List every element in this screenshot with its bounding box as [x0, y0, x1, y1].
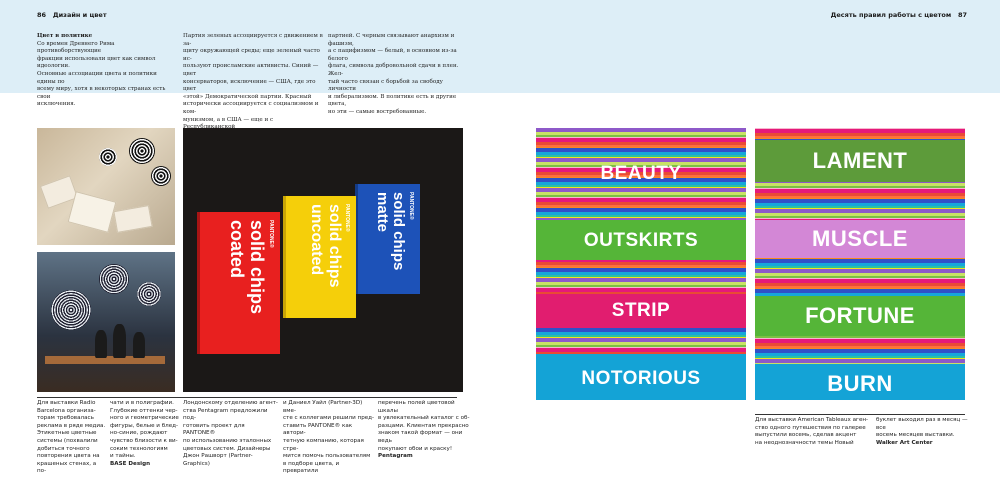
- caption-credit-pentagram: Pentagram: [378, 453, 413, 460]
- poster-thin-stripe: [536, 137, 746, 138]
- poster-thin-stripe: [536, 135, 746, 137]
- poster-thin-stripe: [536, 348, 746, 352]
- poster-thin-stripe: [755, 356, 965, 358]
- photo-exhibition: [37, 252, 175, 392]
- left-running-title: Дизайн и цвет: [52, 11, 107, 19]
- poster-thin-stripe: [536, 278, 746, 282]
- poster-thin-stripe: [536, 147, 746, 148]
- poster-thin-stripe: [755, 339, 965, 343]
- poster-thin-stripe: [536, 268, 746, 272]
- spiral-disc: [129, 138, 155, 164]
- poster-thin-stripe: [536, 345, 746, 347]
- book-title-line1: solid chips: [390, 192, 407, 271]
- poster-thin-stripe: [536, 288, 746, 292]
- poster-word-beauty: BEAUTY: [600, 163, 682, 184]
- poster-thin-stripe: [755, 358, 965, 359]
- sidebar-column-3: партией. С черным связывают анархизм и фашизм, а с пацифизмом — белый, в основном из-за белого флага, символа добровольной сдачи в плен. Жел- тый часто связан с борьбой за свободу личности и либерализмом. В политике есть и другие цвета, но эти — самые востребованные.: [328, 33, 459, 115]
- sidebar-column-2: Партия зеленых ассоциируется с движением в за- щиту окружающей среды; еще зеленый часто ис- пользуют происламские активисты. Синий — цвет консерваторов, исключение — США, где это цвет «этой» Демократической партии. Красный исторически ассоциируется с социализмом и ком- мунизмом, а в США — еще и с: [183, 33, 323, 123]
- person: [113, 324, 126, 358]
- poster-thin-stripe: [755, 218, 965, 219]
- book-brand: PANTONE®: [408, 192, 414, 220]
- spiral-disc: [151, 166, 171, 186]
- poster-thin-stripe: [536, 282, 746, 285]
- poster-thin-stripe: [536, 265, 746, 267]
- poster-word-strip: STRIP: [611, 300, 671, 321]
- poster-thin-stripe: [755, 266, 965, 268]
- poster-thin-stripe: [536, 285, 746, 287]
- poster-thin-stripe: [536, 342, 746, 345]
- caption-credit-walker: Walker Art Center: [876, 439, 933, 446]
- poster-thin-stripe: [536, 262, 746, 265]
- poster-thin-stripe: [536, 155, 746, 157]
- poster-thin-stripe: [536, 198, 746, 202]
- caption-pentagram-3: [378, 400, 470, 461]
- poster-thin-stripe: [755, 278, 965, 279]
- poster-thin-stripe: [755, 258, 965, 259]
- wall-circle: [51, 290, 91, 330]
- poster-thin-stripe: [755, 129, 965, 133]
- poster-thin-stripe: [536, 158, 746, 162]
- poster-thin-stripe: [755, 269, 965, 273]
- poster-thin-stripe: [755, 206, 965, 208]
- poster-thin-stripe: [536, 207, 746, 208]
- poster-thin-stripe: [755, 213, 965, 216]
- caption-text: чати и в полиграфии. Глубокие оттенки чер- ного и геометрические фигуры, белые и блед- но-синие, рождают чувство близости к ви- соким технологиям и тайны.: [110, 400, 179, 460]
- pantone-book-matte: [358, 184, 420, 294]
- poster-thin-stripe: [755, 209, 965, 213]
- sidebar-column-1: [37, 33, 177, 109]
- poster-thin-stripe: [755, 346, 965, 348]
- poster-thin-stripe: [755, 263, 965, 266]
- poster-thin-stripe: [755, 203, 965, 206]
- poster-thin-stripe: [536, 338, 746, 342]
- poster-thin-stripe: [536, 277, 746, 278]
- poster-thin-stripe: [755, 353, 965, 356]
- poster-thin-stripe: [755, 208, 965, 209]
- book-brand: PANTONE®: [268, 220, 274, 248]
- book-title-line2: uncoated: [308, 204, 325, 276]
- poster-left: [536, 128, 746, 400]
- poster-thin-stripe: [755, 348, 965, 349]
- poster-word-notorious: NOTORIOUS: [581, 368, 701, 389]
- caption-credit-base: BASE Design: [110, 460, 151, 467]
- person: [133, 332, 145, 358]
- poster-thin-stripe: [755, 136, 965, 138]
- poster-thin-stripe: [755, 289, 965, 293]
- poster-thin-stripe: [536, 187, 746, 188]
- poster-thin-stripe: [755, 286, 965, 288]
- caption-american-tableaux-cont: [876, 417, 971, 447]
- poster-thin-stripe: [536, 188, 746, 192]
- pantone-book-uncoated: [286, 196, 356, 318]
- poster-thin-stripe: [536, 335, 746, 337]
- left-page-header: [37, 11, 107, 19]
- poster-thin-stripe: [536, 267, 746, 268]
- poster-thin-stripe: [536, 217, 746, 218]
- poster-thin-stripe: [536, 195, 746, 197]
- pantone-book-coated: [200, 212, 280, 354]
- poster-thin-stripe: [536, 332, 746, 335]
- poster-word-fortune: FORTUNE: [805, 303, 915, 328]
- poster-thin-stripe: [755, 198, 965, 199]
- poster-word-muscle: MUSCLE: [812, 226, 908, 251]
- sample-box: [113, 205, 152, 233]
- left-page-number: 86: [37, 11, 47, 19]
- caption-text: буклет выходил раз в месяц — все восемь месяцев выставки.: [876, 417, 968, 439]
- poster-thin-stripe: [536, 215, 746, 217]
- caption-rule-left: [37, 397, 457, 398]
- poster-thin-stripe: [536, 272, 746, 275]
- caption-radio-barcelona-cont: [110, 400, 180, 468]
- wall-circle: [137, 282, 161, 306]
- sample-box: [68, 191, 117, 233]
- poster-thin-stripe: [755, 133, 965, 136]
- poster-thin-stripe: [755, 186, 965, 188]
- poster-thin-stripe: [755, 349, 965, 353]
- person: [95, 330, 107, 358]
- poster-thin-stripe: [536, 132, 746, 135]
- poster-thin-stripe: [536, 347, 746, 348]
- poster-thin-stripe: [755, 279, 965, 283]
- poster-thin-stripe: [755, 268, 965, 269]
- poster-thin-stripe: [536, 192, 746, 195]
- caption-text: перечень полей цветовой шкалы в увлекательный каталог с об- разцами. Клиентам прекрасно знаком такой формат — они ведь покупают обои и краску!: [378, 400, 470, 452]
- book-title-line2: coated: [227, 220, 247, 279]
- poster-thin-stripe: [755, 188, 965, 189]
- book-title-line2: matte: [374, 192, 391, 233]
- poster-thin-stripe: [536, 157, 746, 158]
- poster-thin-stripe: [755, 128, 965, 129]
- poster-thin-stripe: [755, 338, 965, 339]
- caption-american-tableaux: Для выставки American Tableaux аген- ство одного путешествия по галерее выпустили восемь, сделав акцент на неоднозначности темы Новый: [755, 417, 869, 446]
- poster-thin-stripe: [536, 337, 746, 338]
- photo-pantone-books: [183, 128, 463, 392]
- caption-radio-barcelona: Для выставки Radio Barcelona организа- торам требовалась реклама в ряде медиа. Этикетные цветные системы (похвалили добиться точного повторения цвета на крашеных стенах, а по-: [37, 400, 106, 475]
- photo-desk-samples: [37, 128, 175, 245]
- poster-word-burn: BURN: [827, 371, 893, 396]
- poster-thin-stripe: [536, 202, 746, 205]
- poster-thin-stripe: [755, 193, 965, 196]
- poster-thin-stripe: [536, 128, 746, 132]
- poster-thin-stripe: [536, 152, 746, 155]
- right-page-header: [831, 11, 967, 19]
- poster-thin-stripe: [755, 336, 965, 338]
- poster-thin-stripe: [536, 142, 746, 145]
- poster-thin-stripe: [755, 273, 965, 276]
- right-running-title: Десять правил работы с цветом: [830, 11, 952, 19]
- poster-word-lament: LAMENT: [812, 148, 908, 173]
- poster-thin-stripe: [755, 196, 965, 198]
- poster-thin-stripe: [755, 343, 965, 346]
- poster-right: [755, 128, 965, 400]
- poster-thin-stripe: [755, 283, 965, 286]
- book-title-line1: solid chips: [326, 204, 343, 288]
- poster-thin-stripe: [536, 205, 746, 207]
- caption-pentagram-1: Лондонскому отделению агент- ства Pentagram предложили под- готовить проект для PANTONE® по использованию эталонных цветовых систем. Дизайнеры Джон Рашворт (Partner-Graphics): [183, 400, 278, 467]
- sidebar-heading: Цвет в политике: [37, 33, 93, 39]
- poster-thin-stripe: [536, 328, 746, 332]
- poster-thin-stripe: [536, 212, 746, 215]
- poster-thin-stripe: [755, 138, 965, 139]
- poster-thin-stripe: [755, 189, 965, 193]
- poster-thin-stripe: [536, 197, 746, 198]
- poster-thin-stripe: [755, 288, 965, 289]
- poster-thin-stripe: [536, 287, 746, 288]
- wall-circle: [99, 264, 129, 294]
- poster-thin-stripe: [755, 276, 965, 278]
- poster-thin-stripe: [536, 145, 746, 147]
- poster-thin-stripe: [755, 359, 965, 363]
- poster-word-outskirts: OUTSKIRTS: [583, 230, 699, 251]
- right-page-number: 87: [957, 11, 967, 19]
- poster-thin-stripe: [755, 199, 965, 203]
- poster-thin-stripe: [536, 275, 746, 277]
- poster-thin-stripe: [755, 183, 965, 186]
- book-brand: PANTONE®: [344, 204, 350, 232]
- poster-thin-stripe: [755, 259, 965, 263]
- poster-thin-stripe: [536, 185, 746, 187]
- caption-pentagram-2: и Даниел Уайл (Partner-3D) вмe- сте с коллегами решили пред- ставить PANTONE® как автори- тетную компанию, которая стре- мится помочь пользователям в подборе цвета, и превратили: [283, 400, 375, 475]
- poster-thin-stripe: [536, 208, 746, 212]
- spiral-disc: [99, 148, 117, 166]
- poster-thin-stripe: [755, 216, 965, 218]
- poster-thin-stripe: [536, 138, 746, 142]
- poster-thin-stripe: [536, 148, 746, 152]
- caption-rule-right: [755, 414, 965, 415]
- book-title-line1: solid chips: [247, 220, 267, 315]
- sidebar-col1-body: Со времен Древнего Рима противоборствующие фракции использовали цвет как символ идеологии. Основные ассоциации цвета и политики едины по всему миру, хотя в некоторых странах есть свои исключения.: [37, 40, 166, 108]
